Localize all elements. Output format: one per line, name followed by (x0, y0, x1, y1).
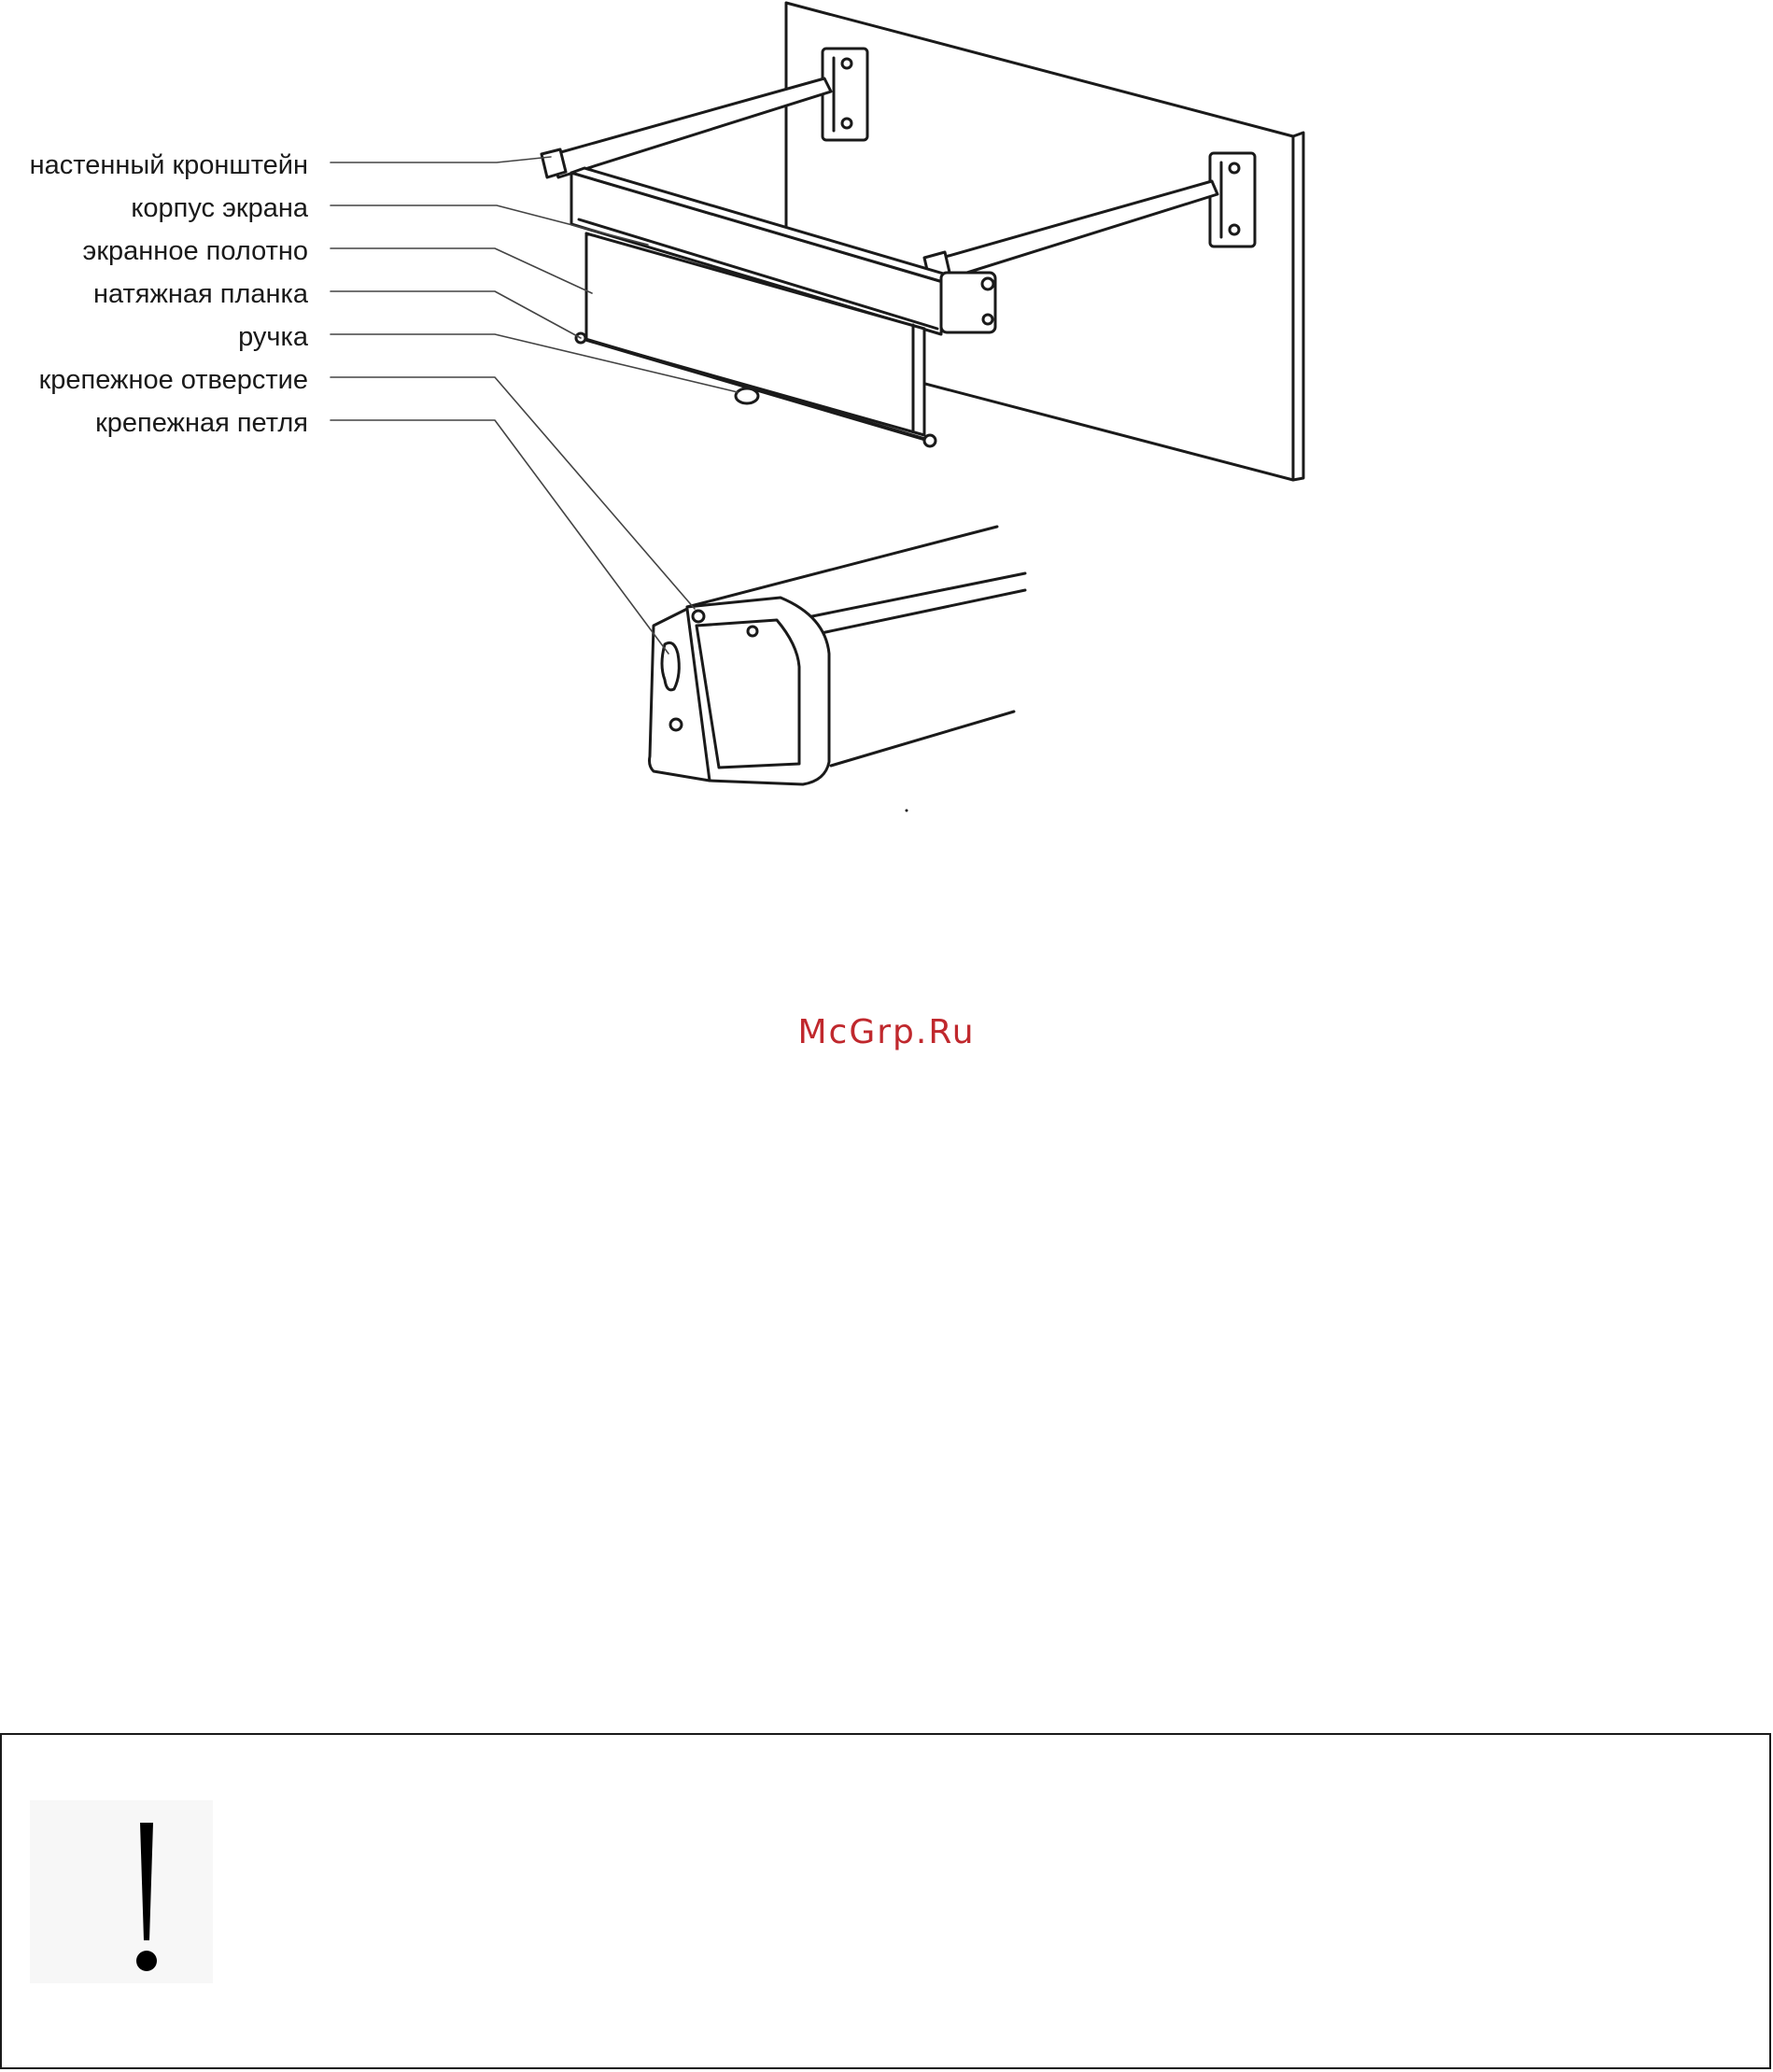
exclamation-icon (30, 1800, 213, 1983)
notice-box (0, 1733, 1771, 2069)
label-tension-bar: натяжная планка (92, 279, 308, 309)
label-wall-bracket: настенный кронштейн (29, 150, 308, 180)
projector-screen-diagram (0, 0, 1773, 840)
end-cap-detail (650, 527, 1026, 784)
label-screen-housing: корпус экрана (131, 193, 308, 223)
handle-part (736, 388, 758, 403)
callout-labels (30, 150, 309, 438)
watermark: McGrp.Ru (797, 1013, 976, 1051)
label-screen-fabric: экранное полотно (82, 236, 308, 266)
label-mounting-hole: крепежное отверстие (38, 365, 308, 395)
label-mounting-loop: крепежная петля (95, 408, 308, 438)
label-handle: ручка (238, 322, 308, 352)
